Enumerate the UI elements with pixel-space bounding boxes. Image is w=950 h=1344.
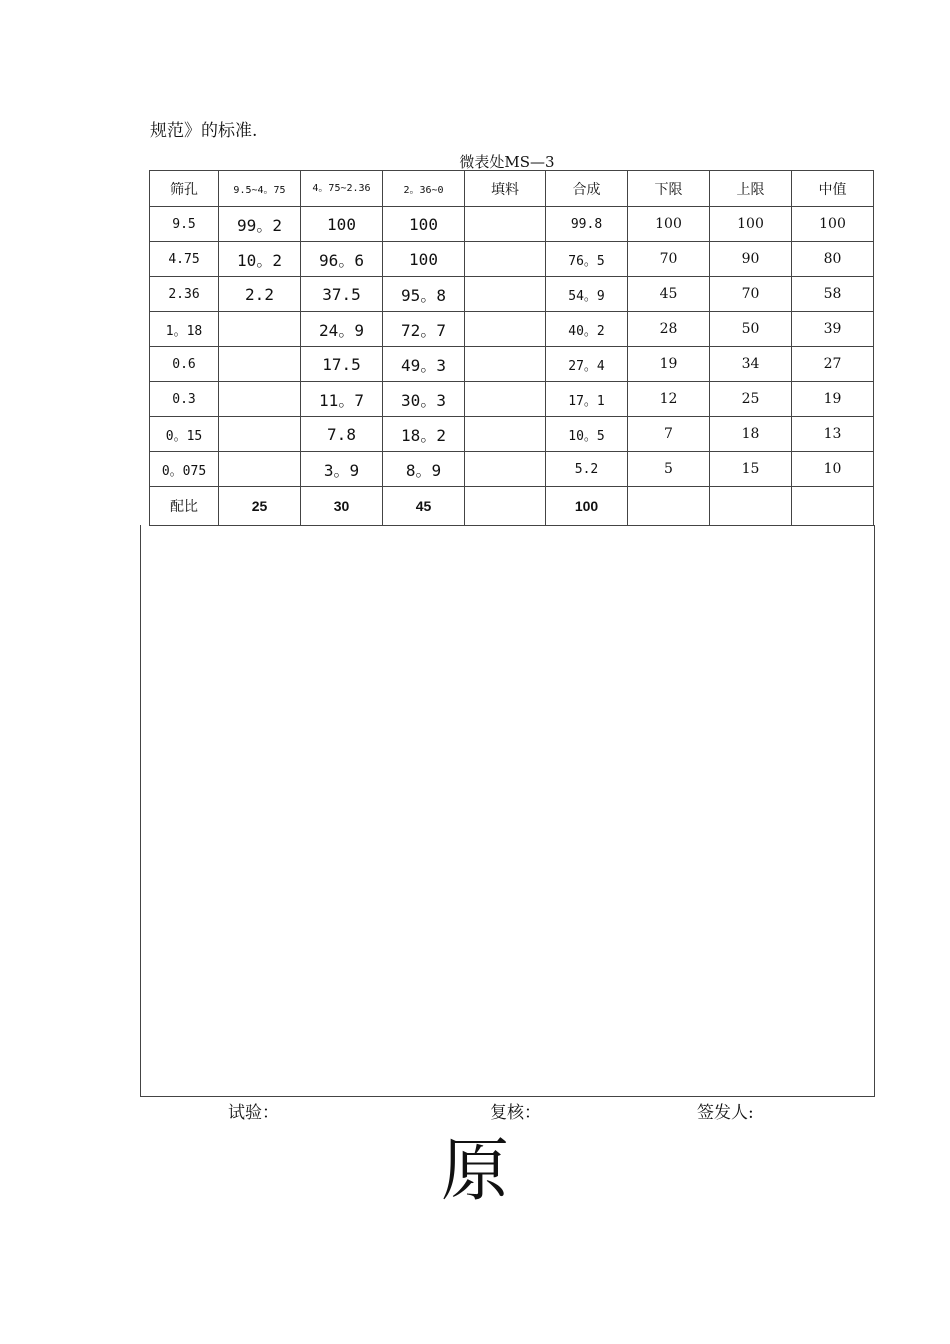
table-cell: 17.5 bbox=[301, 347, 383, 382]
ratio-row bbox=[150, 487, 874, 526]
table-cell: 10。5 bbox=[546, 417, 628, 452]
ratio-cell: 25 bbox=[219, 487, 301, 526]
table-cell bbox=[465, 452, 546, 487]
header-material-2: 4。75~2.36 bbox=[301, 171, 383, 207]
ratio-cell bbox=[792, 487, 874, 526]
table-cell: 37.5 bbox=[301, 277, 383, 312]
table-cell bbox=[465, 417, 546, 452]
table-cell: 0。15 bbox=[150, 417, 219, 452]
table-header-row bbox=[150, 171, 874, 207]
table-cell: 99.8 bbox=[546, 207, 628, 242]
table-cell: 5 bbox=[628, 452, 710, 487]
table-cell: 34 bbox=[710, 347, 792, 382]
table-cell: 5.2 bbox=[546, 452, 628, 487]
table-cell: 8。9 bbox=[383, 452, 465, 487]
table-cell: 76。5 bbox=[546, 242, 628, 277]
table-cell: 28 bbox=[628, 312, 710, 347]
table-cell bbox=[465, 382, 546, 417]
table-cell: 4.75 bbox=[150, 242, 219, 277]
large-character: 原 bbox=[440, 1132, 509, 1211]
table-cell: 80 bbox=[792, 242, 874, 277]
table-cell: 27 bbox=[792, 347, 874, 382]
table-cell: 72。7 bbox=[383, 312, 465, 347]
table-cell bbox=[465, 277, 546, 312]
table-cell: 2.36 bbox=[150, 277, 219, 312]
table-cell: 95。8 bbox=[383, 277, 465, 312]
table-cell: 96。6 bbox=[301, 242, 383, 277]
ratio-cell bbox=[628, 487, 710, 526]
signature-review: 复核： bbox=[490, 1103, 541, 1123]
table-cell bbox=[465, 347, 546, 382]
table-cell: 0.3 bbox=[150, 382, 219, 417]
table-row bbox=[150, 452, 874, 487]
table-cell: 100 bbox=[792, 207, 874, 242]
table-row bbox=[150, 207, 874, 242]
table-row bbox=[150, 347, 874, 382]
table-cell: 7.8 bbox=[301, 417, 383, 452]
table-cell: 10 bbox=[792, 452, 874, 487]
table-cell: 45 bbox=[628, 277, 710, 312]
header-upper-limit: 上限 bbox=[710, 171, 792, 207]
gradation-table bbox=[149, 170, 874, 526]
table-cell: 1。18 bbox=[150, 312, 219, 347]
ratio-label: 配比 bbox=[150, 487, 219, 526]
header-material-1: 9.5~4。75 bbox=[219, 171, 301, 207]
table-cell: 12 bbox=[628, 382, 710, 417]
table-cell: 27。4 bbox=[546, 347, 628, 382]
table-cell: 50 bbox=[710, 312, 792, 347]
table-cell: 100 bbox=[383, 242, 465, 277]
table-cell: 100 bbox=[383, 207, 465, 242]
ratio-cell: 100 bbox=[546, 487, 628, 526]
table-cell: 7 bbox=[628, 417, 710, 452]
header-sieve: 筛孔 bbox=[150, 171, 219, 207]
header-material-3: 2。36~0 bbox=[383, 171, 465, 207]
table-cell bbox=[465, 312, 546, 347]
table-cell: 25 bbox=[710, 382, 792, 417]
ratio-cell bbox=[465, 487, 546, 526]
table-cell bbox=[465, 207, 546, 242]
table-cell: 0.6 bbox=[150, 347, 219, 382]
table-row bbox=[150, 382, 874, 417]
table-cell: 54。9 bbox=[546, 277, 628, 312]
table-cell: 0。075 bbox=[150, 452, 219, 487]
table-row bbox=[150, 277, 874, 312]
intro-text: 规范》的标准. bbox=[150, 121, 258, 141]
ratio-cell: 30 bbox=[301, 487, 383, 526]
table-cell: 3。9 bbox=[301, 452, 383, 487]
table-cell: 100 bbox=[628, 207, 710, 242]
table-cell: 9.5 bbox=[150, 207, 219, 242]
table-cell: 10。2 bbox=[219, 242, 301, 277]
table-cell: 19 bbox=[628, 347, 710, 382]
table-cell: 18。2 bbox=[383, 417, 465, 452]
table-caption: 微表处MS—3 bbox=[459, 153, 555, 171]
table-cell: 2.2 bbox=[219, 277, 301, 312]
table-cell: 58 bbox=[792, 277, 874, 312]
ratio-cell: 45 bbox=[383, 487, 465, 526]
table-cell: 70 bbox=[710, 277, 792, 312]
chart-area bbox=[140, 525, 875, 1097]
header-filler: 填料 bbox=[465, 171, 546, 207]
table-cell: 11。7 bbox=[301, 382, 383, 417]
table-cell bbox=[219, 417, 301, 452]
table-cell: 39 bbox=[792, 312, 874, 347]
table-cell bbox=[219, 312, 301, 347]
table-cell: 49。3 bbox=[383, 347, 465, 382]
table-cell: 90 bbox=[710, 242, 792, 277]
table-cell: 15 bbox=[710, 452, 792, 487]
table-cell: 24。9 bbox=[301, 312, 383, 347]
table-row bbox=[150, 312, 874, 347]
table-cell: 18 bbox=[710, 417, 792, 452]
table-row bbox=[150, 417, 874, 452]
table-cell: 19 bbox=[792, 382, 874, 417]
table-cell bbox=[219, 382, 301, 417]
table-cell: 30。3 bbox=[383, 382, 465, 417]
ratio-cell bbox=[710, 487, 792, 526]
table-cell bbox=[219, 452, 301, 487]
table-cell: 13 bbox=[792, 417, 874, 452]
table-cell: 100 bbox=[301, 207, 383, 242]
table-row bbox=[150, 242, 874, 277]
table-cell: 99。2 bbox=[219, 207, 301, 242]
signature-test: 试验： bbox=[228, 1103, 279, 1123]
table-cell: 40。2 bbox=[546, 312, 628, 347]
table-cell: 17。1 bbox=[546, 382, 628, 417]
signature-issuer: 签发人: bbox=[697, 1103, 754, 1123]
table-cell: 70 bbox=[628, 242, 710, 277]
table-cell: 100 bbox=[710, 207, 792, 242]
header-lower-limit: 下限 bbox=[628, 171, 710, 207]
table-cell bbox=[465, 242, 546, 277]
table-cell bbox=[219, 347, 301, 382]
header-median: 中值 bbox=[792, 171, 874, 207]
header-composite: 合成 bbox=[546, 171, 628, 207]
